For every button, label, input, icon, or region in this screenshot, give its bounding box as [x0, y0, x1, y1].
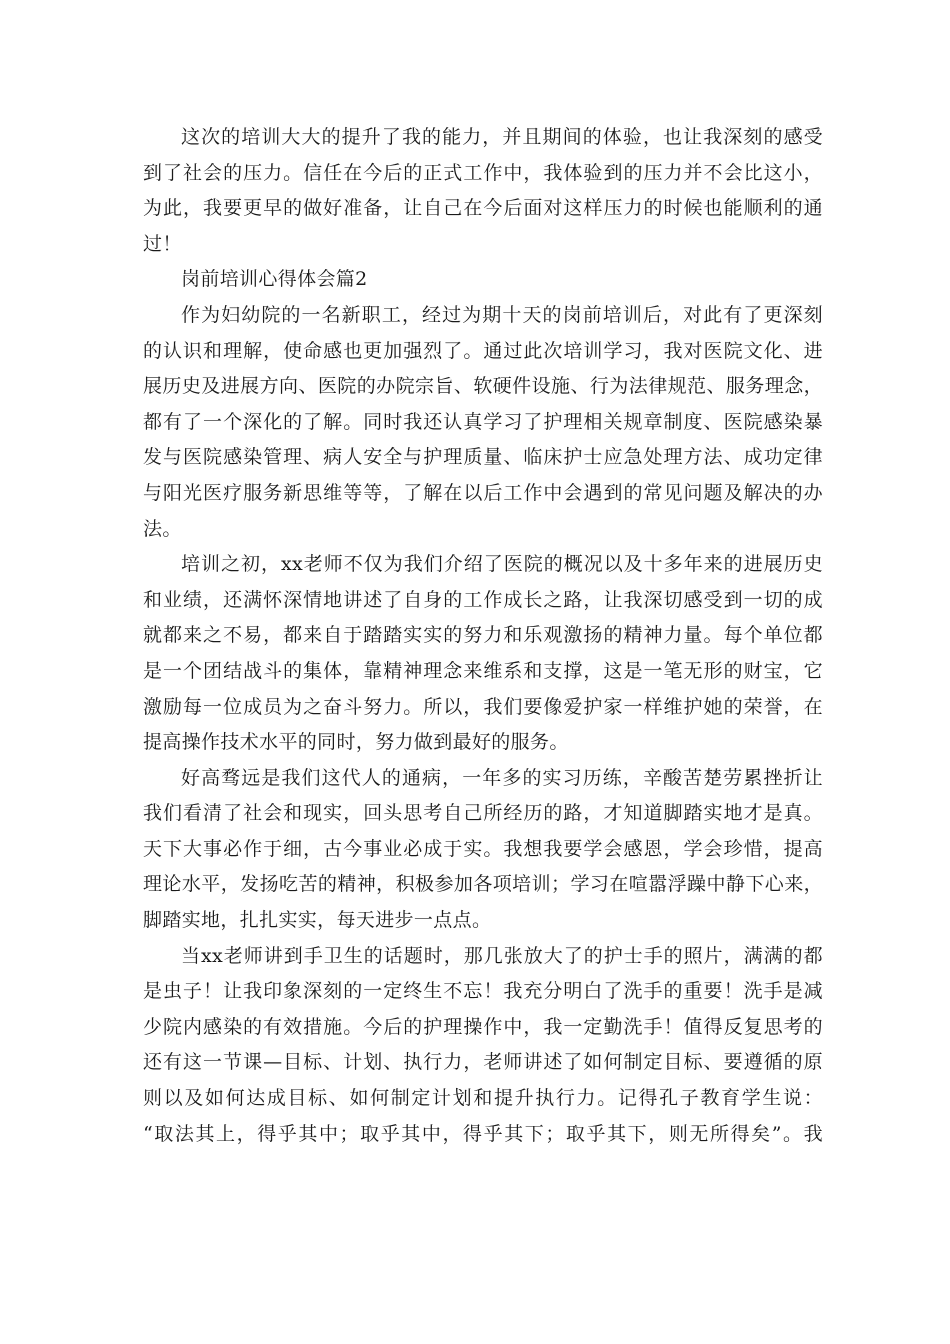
- text-line: “取法其上，得乎其中；取乎其中，得乎其下；取乎其下，则无所得矣”。我: [143, 1122, 823, 1145]
- text-line: 是一个团结战斗的集体，靠精神理念来维系和支撑，这是一笔无形的财宝，它: [143, 659, 823, 682]
- text-line: 为此，我要更早的做好准备，让自己在今后面对这样压力的时候也能顺利的通: [143, 197, 823, 220]
- paragraph-5: [143, 939, 823, 1153]
- text-line: 好高骛远是我们这代人的通病，一年多的实习历练，辛酸苦楚劳累挫折让: [181, 766, 823, 789]
- text-line: 是虫子！让我印象深刻的一定终生不忘！我充分明白了洗手的重要！洗手是减: [143, 980, 823, 1003]
- text-line: 展历史及进展方向、医院的办院宗旨、软硬件设施、行为法律规范、服务理念，: [143, 375, 823, 398]
- text-line: 作为妇幼院的一名新职工，经过为期十天的岗前培训后，对此有了更深刻: [181, 303, 823, 326]
- text-line: 还有这一节课—目标、计划、执行力，老师讲述了如何制定目标、要遵循的原: [143, 1051, 823, 1074]
- text-line: 激励每一位成员为之奋斗努力。所以，我们要像爱护家一样维护她的荣誉，在: [143, 695, 823, 718]
- text-line: 发与医院感染管理、病人安全与护理质量、临床护士应急处理方法、成功定律: [143, 446, 823, 469]
- text-line: 就都来之不易，都来自于踏踏实实的努力和乐观激扬的精神力量。每个单位都: [143, 624, 823, 647]
- text-line: 都有了一个深化的了解。同时我还认真学习了护理相关规章制度、医院感染暴: [143, 410, 823, 433]
- text-line: 理论水平，发扬吃苦的精神，积极参加各项培训；学习在喧嚣浮躁中静下心来，: [143, 873, 823, 896]
- paragraph-2: [143, 298, 823, 547]
- text-line: 法。: [143, 517, 182, 540]
- text-line: 与阳光医疗服务新思维等等，了解在以后工作中会遇到的常见问题及解决的办: [143, 481, 823, 504]
- text-line: 提高操作技术水平的同时，努力做到最好的服务。: [143, 731, 569, 754]
- text-line: 少院内感染的有效措施。今后的护理操作中，我一定勤洗手！值得反复思考的: [143, 1015, 823, 1038]
- text-line: 我们看清了社会和现实，回头思考自己所经历的路，才知道脚踏实地才是真。: [143, 802, 823, 825]
- text-line: 培训之初，xx老师不仅为我们介绍了医院的概况以及十多年来的进展历史: [181, 553, 823, 576]
- text-line: 当xx老师讲到手卫生的话题时，那几张放大了的护士手的照片，满满的都: [181, 944, 823, 967]
- text-line: 则以及如何达成目标、如何制定计划和提升执行力。记得孔子教育学生说：: [143, 1087, 823, 1110]
- text-line: 这次的培训大大的提升了我的能力，并且期间的体验，也让我深刻的感受: [181, 126, 823, 148]
- text-line: 天下大事必作于细，古今事业必成于实。我想我要学会感恩，学会珍惜，提高: [143, 837, 823, 860]
- text-line: 和业绩，还满怀深情地讲述了自身的工作成长之路，让我深切感受到一切的成: [143, 588, 823, 611]
- text-line: 过！: [143, 232, 182, 255]
- document-page: [143, 120, 823, 1152]
- text-line: 的认识和理解，使命感也更加强烈了。通过此次培训学习，我对医院文化、进: [143, 339, 823, 362]
- paragraph-3: [143, 547, 823, 761]
- text-line: 脚踏实地，扎扎实实，每天进步一点点。: [143, 909, 492, 932]
- paragraph-1: [143, 120, 823, 262]
- text-line: 到了社会的压力。信任在今后的正式工作中，我体验到的压力并不会比这小，: [143, 161, 823, 184]
- paragraph-4: [143, 761, 823, 939]
- section-heading: [143, 262, 823, 298]
- heading-line: 岗前培训心得体会篇2: [181, 268, 368, 291]
